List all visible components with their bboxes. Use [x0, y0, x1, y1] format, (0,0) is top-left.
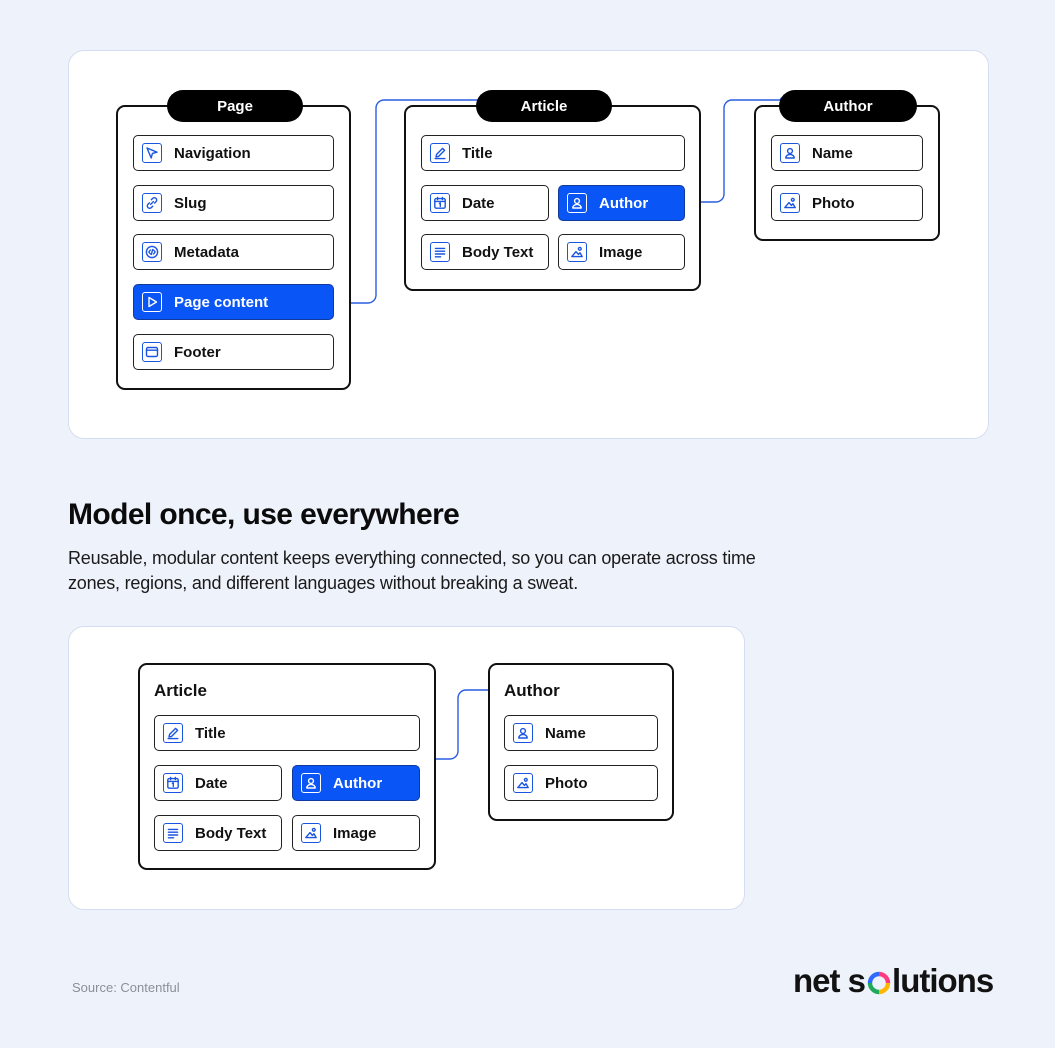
field-photo[interactable]: [771, 185, 923, 221]
field-label: Slug: [174, 194, 207, 212]
field-label: Photo: [812, 194, 855, 212]
field-label: Metadata: [174, 243, 240, 261]
field-label: Author: [599, 194, 649, 212]
source-caption: Source: Contentful: [72, 980, 180, 995]
article-card-label: Article: [476, 90, 612, 122]
person-icon: [513, 723, 533, 743]
field-label: Name: [812, 144, 853, 162]
person-icon: [301, 773, 321, 793]
brand-text-prefix: net s: [793, 962, 866, 999]
person-icon: [567, 193, 587, 213]
author-card-bottom: [488, 663, 674, 821]
field-label: Photo: [545, 774, 588, 792]
calendar-icon: [430, 193, 450, 213]
page-card-label: Page: [167, 90, 303, 122]
field-label: Footer: [174, 343, 221, 361]
field-label: Page content: [174, 293, 269, 311]
field-slug[interactable]: [133, 185, 334, 221]
pencil-icon: [163, 723, 183, 743]
text-lines-icon: [430, 242, 450, 262]
window-icon: [142, 342, 162, 362]
field-footer[interactable]: [133, 334, 334, 370]
field-label: Image: [333, 824, 377, 842]
field-label: Title: [195, 724, 226, 742]
brand-text-suffix: lutions: [892, 962, 994, 999]
cursor-icon: [142, 143, 162, 163]
field-metadata[interactable]: [133, 234, 334, 270]
author-card-title: Author: [504, 681, 560, 700]
field-label: Title: [462, 144, 493, 162]
field-image[interactable]: [558, 234, 685, 270]
image-icon: [301, 823, 321, 843]
page-card: [116, 97, 351, 390]
article-card-title: Article: [154, 681, 207, 700]
field-date[interactable]: [421, 185, 549, 221]
brand-o-mark-icon: [867, 971, 891, 995]
field-label: Name: [545, 724, 586, 742]
field-label: Body Text: [462, 243, 534, 261]
image-icon: [567, 242, 587, 262]
play-icon: [142, 292, 162, 312]
section-heading: Model once, use everywhere: [68, 498, 460, 531]
link-icon: [142, 193, 162, 213]
brand-logo: [793, 962, 993, 1000]
field-navigation[interactable]: [133, 135, 334, 171]
field-author[interactable]: [292, 765, 420, 801]
article-card-bottom: [138, 663, 436, 870]
text-lines-icon: [163, 823, 183, 843]
article-card: [404, 97, 701, 291]
field-date[interactable]: [154, 765, 282, 801]
field-name[interactable]: [504, 715, 658, 751]
field-page-content[interactable]: [133, 284, 334, 320]
field-name[interactable]: [771, 135, 923, 171]
field-title[interactable]: [154, 715, 420, 751]
pencil-icon: [430, 143, 450, 163]
field-body-text[interactable]: [154, 815, 282, 851]
author-card: [754, 97, 940, 241]
field-label: Image: [599, 243, 643, 261]
field-author[interactable]: [558, 185, 685, 221]
author-card-label: Author: [779, 90, 917, 122]
section-description: Reusable, modular content keeps everything connected, so you can operate across time zones, regions, and different languages without breaking a sweat.: [68, 548, 756, 593]
image-icon: [513, 773, 533, 793]
field-photo[interactable]: [504, 765, 658, 801]
field-body-text[interactable]: [421, 234, 549, 270]
code-icon: [142, 242, 162, 262]
field-label: Date: [195, 774, 228, 792]
person-icon: [780, 143, 800, 163]
field-label: Date: [462, 194, 495, 212]
field-label: Body Text: [195, 824, 267, 842]
calendar-icon: [163, 773, 183, 793]
field-title[interactable]: [421, 135, 685, 171]
field-label: Author: [333, 774, 383, 792]
image-icon: [780, 193, 800, 213]
field-image[interactable]: [292, 815, 420, 851]
field-label: Navigation: [174, 144, 251, 162]
